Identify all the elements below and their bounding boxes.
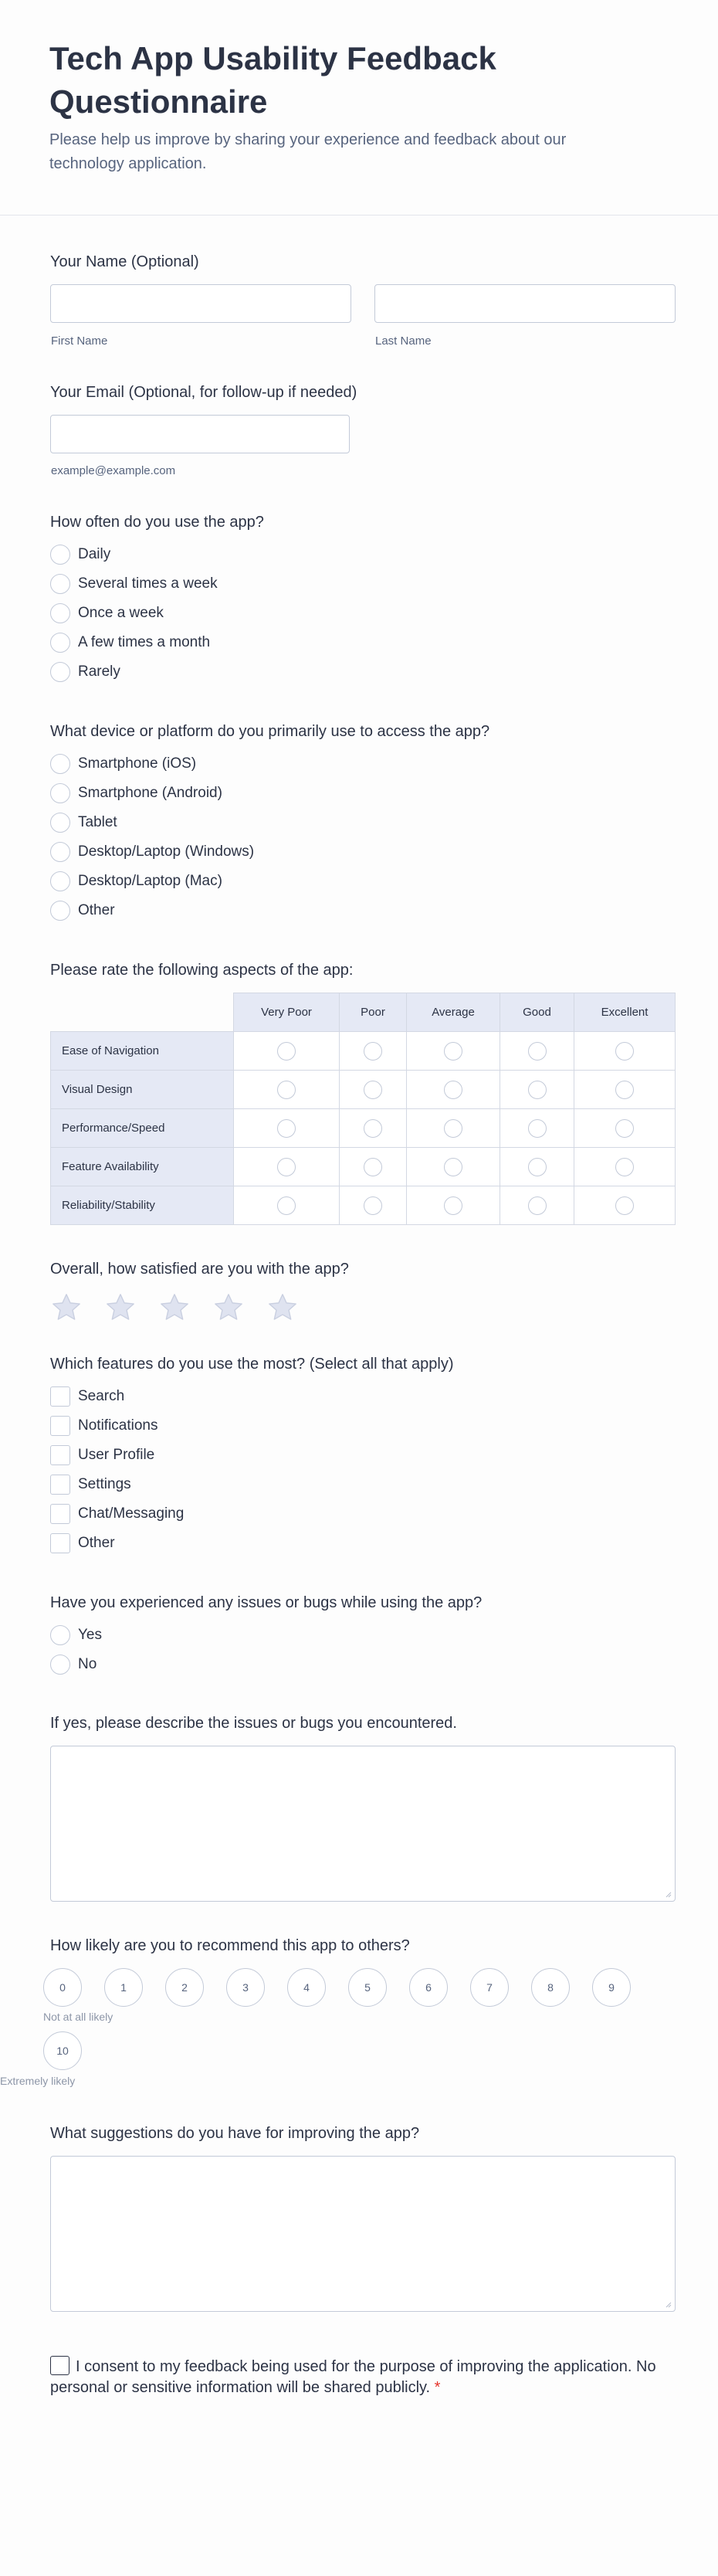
device-option[interactable] [50, 900, 115, 921]
feature-option[interactable] [50, 1474, 131, 1495]
frequency-option[interactable] [50, 573, 218, 595]
scale-option-2[interactable]: 2 [165, 1968, 204, 2007]
scale-option-9[interactable]: 9 [592, 1968, 631, 2007]
matrix-radio[interactable] [277, 1042, 296, 1061]
frequency-option[interactable] [50, 544, 110, 565]
matrix-radio[interactable] [444, 1196, 462, 1215]
option-label: Chat/Messaging [78, 1505, 185, 1522]
features-question-label: Which features do you use the most? (Select all that apply) [50, 1356, 454, 1373]
form-subtitle: Please help us improve by sharing your experience and feedback about our technology application. [49, 131, 567, 172]
matrix-radio[interactable] [444, 1119, 462, 1138]
option-label: Smartphone (Android) [78, 785, 222, 801]
scale-high-caption: Extremely likely [0, 2075, 76, 2087]
matrix-column-header: Average [407, 993, 500, 1032]
matrix-radio[interactable] [615, 1042, 634, 1061]
option-label: Tablet [78, 814, 117, 830]
star-icon[interactable] [266, 1291, 299, 1324]
device-section [50, 721, 676, 930]
last-name-sublabel: Last Name [375, 334, 432, 348]
matrix-row-label: Ease of Navigation [51, 1032, 234, 1071]
form-title: Tech App Usability Feedback Questionnaire [49, 40, 496, 120]
name-question-label: Your Name (Optional) [50, 253, 199, 270]
device-option[interactable] [50, 753, 196, 775]
checkbox[interactable] [50, 1445, 70, 1465]
matrix-radio[interactable] [277, 1158, 296, 1176]
matrix-radio[interactable] [528, 1081, 547, 1099]
consent-section [50, 2356, 676, 2402]
star-rating [50, 1291, 320, 1324]
checkbox[interactable] [50, 1533, 70, 1553]
matrix-row [51, 1109, 676, 1148]
first-name-sublabel: First Name [51, 334, 108, 348]
checkbox[interactable] [50, 1475, 70, 1495]
matrix-row [51, 1186, 676, 1225]
issues-describe-section [50, 1713, 676, 1906]
radio-button[interactable] [50, 754, 70, 774]
checkbox[interactable] [50, 1416, 70, 1436]
recommend-section [50, 1936, 676, 2090]
matrix-radio[interactable] [364, 1081, 382, 1099]
matrix-radio[interactable] [528, 1158, 547, 1176]
matrix-radio[interactable] [277, 1081, 296, 1099]
option-label: Rarely [78, 664, 120, 680]
radio-button[interactable] [50, 1655, 70, 1675]
matrix-radio[interactable] [444, 1042, 462, 1061]
rating-question-label: Please rate the following aspects of the app: [50, 962, 354, 979]
required-marker: * [434, 2379, 441, 2396]
issues-option[interactable] [50, 1654, 97, 1675]
first-name-input[interactable] [50, 284, 351, 323]
satisfaction-section [50, 1259, 676, 1329]
consent-text: I consent to my feedback being used for the purpose of improving the application. No personal or sensitive information will be shared publicly. [50, 2358, 656, 2396]
option-label: User Profile [78, 1447, 155, 1463]
matrix-corner [51, 993, 234, 1032]
feature-option[interactable] [50, 1415, 158, 1437]
matrix-radio[interactable] [528, 1042, 547, 1061]
matrix-row-label: Performance/Speed [51, 1109, 234, 1148]
device-option[interactable] [50, 782, 222, 804]
feature-option[interactable] [50, 1503, 184, 1525]
option-label: Desktop/Laptop (Windows) [78, 843, 255, 860]
option-label: Notifications [78, 1417, 158, 1434]
device-option[interactable] [50, 812, 117, 833]
matrix-radio[interactable] [364, 1042, 382, 1061]
form-header [0, 0, 718, 216]
scale-option-3[interactable]: 3 [226, 1968, 265, 2007]
issues-option[interactable] [50, 1624, 102, 1646]
option-label: Settings [78, 1476, 131, 1492]
email-hint: example@example.com [51, 464, 176, 477]
matrix-radio[interactable] [277, 1196, 296, 1215]
suggestions-textarea[interactable] [50, 2156, 676, 2312]
matrix-radio[interactable] [444, 1158, 462, 1176]
scale-option-5[interactable]: 5 [348, 1968, 387, 2007]
matrix-row [51, 1032, 676, 1071]
features-section [50, 1354, 676, 1563]
radio-button[interactable] [50, 871, 70, 891]
matrix-radio[interactable] [615, 1158, 634, 1176]
resize-handle-icon[interactable] [664, 2300, 672, 2308]
feature-option[interactable] [50, 1386, 124, 1407]
frequency-option[interactable] [50, 661, 120, 683]
matrix-row-label: Reliability/Stability [51, 1186, 234, 1225]
star-icon[interactable] [50, 1291, 83, 1324]
checkbox[interactable] [50, 1386, 70, 1407]
matrix-column-header: Good [500, 993, 574, 1032]
radio-button[interactable] [50, 633, 70, 653]
matrix-radio[interactable] [615, 1081, 634, 1099]
radio-button[interactable] [50, 813, 70, 833]
issues-question-label: Have you experienced any issues or bugs while using the app? [50, 1594, 483, 1611]
issues-describe-label: If yes, please describe the issues or bugs you encountered. [50, 1715, 457, 1732]
feature-option[interactable] [50, 1532, 115, 1554]
star-icon[interactable] [104, 1291, 137, 1324]
option-label: Smartphone (iOS) [78, 755, 197, 772]
frequency-option[interactable] [50, 632, 210, 653]
radio-button[interactable] [50, 545, 70, 565]
matrix-radio[interactable] [364, 1158, 382, 1176]
scale-option-7[interactable]: 7 [470, 1968, 509, 2007]
email-question-label: Your Email (Optional, for follow-up if needed) [50, 384, 357, 401]
option-label: Other [78, 902, 115, 918]
option-label: Other [78, 1535, 115, 1551]
feature-option[interactable] [50, 1444, 154, 1466]
consent-checkbox[interactable] [50, 2356, 69, 2375]
matrix-radio[interactable] [277, 1119, 296, 1138]
option-label: Daily [78, 546, 111, 562]
radio-button[interactable] [50, 1625, 70, 1645]
satisfaction-question-label: Overall, how satisfied are you with the app? [50, 1261, 349, 1278]
matrix-radio[interactable] [364, 1196, 382, 1215]
checkbox[interactable] [50, 1504, 70, 1524]
email-input[interactable] [50, 415, 350, 453]
device-option[interactable] [50, 841, 254, 863]
option-label: Several times a week [78, 575, 218, 592]
issues-describe-textarea[interactable] [50, 1746, 676, 1902]
email-section [50, 382, 676, 483]
matrix-column-header: Excellent [574, 993, 676, 1032]
matrix-radio[interactable] [615, 1119, 634, 1138]
option-label: No [78, 1656, 97, 1672]
radio-button[interactable] [50, 901, 70, 921]
scale-option-6[interactable]: 6 [409, 1968, 448, 2007]
option-label: Search [78, 1388, 125, 1404]
matrix-radio[interactable] [528, 1196, 547, 1215]
last-name-input[interactable] [374, 284, 676, 323]
star-icon[interactable] [212, 1291, 245, 1324]
radio-button[interactable] [50, 574, 70, 594]
star-icon[interactable] [158, 1291, 191, 1324]
scale-option-4[interactable]: 4 [287, 1968, 326, 2007]
name-section [50, 252, 676, 352]
radio-button[interactable] [50, 783, 70, 803]
radio-button[interactable] [50, 662, 70, 682]
issues-section [50, 1593, 676, 1685]
matrix-radio[interactable] [364, 1119, 382, 1138]
rating-section [50, 960, 676, 1227]
scale-option-0[interactable]: 0 [43, 1968, 82, 2007]
frequency-section [50, 512, 676, 690]
matrix-column-header: Poor [340, 993, 407, 1032]
suggestions-question-label: What suggestions do you have for improving the app? [50, 2125, 420, 2142]
matrix-row-label: Feature Availability [51, 1148, 234, 1186]
recommend-question-label: How likely are you to recommend this app to others? [50, 1937, 410, 1954]
matrix-column-header: Very Poor [234, 993, 340, 1032]
device-question-label: What device or platform do you primarily use to access the app? [50, 723, 490, 740]
option-label: Desktop/Laptop (Mac) [78, 873, 222, 889]
matrix-row-label: Visual Design [51, 1071, 234, 1109]
device-option[interactable] [50, 871, 222, 892]
option-label: A few times a month [78, 634, 211, 650]
consent-label [50, 2356, 676, 2398]
matrix-row [51, 1148, 676, 1186]
radio-button[interactable] [50, 842, 70, 862]
option-label: Once a week [78, 605, 164, 621]
scale-option-1[interactable]: 1 [104, 1968, 143, 2007]
rating-matrix [50, 993, 676, 1225]
matrix-row [51, 1071, 676, 1109]
scale-low-caption: Not at all likely [43, 2011, 113, 2023]
scale-option-10[interactable]: 10 [43, 2031, 82, 2070]
matrix-radio[interactable] [615, 1196, 634, 1215]
radio-button[interactable] [50, 603, 70, 623]
option-label: Yes [78, 1627, 102, 1643]
frequency-option[interactable] [50, 602, 164, 624]
resize-handle-icon[interactable] [664, 1890, 672, 1898]
suggestions-section [50, 2123, 676, 2316]
matrix-radio[interactable] [444, 1081, 462, 1099]
scale-option-8[interactable]: 8 [531, 1968, 570, 2007]
frequency-question-label: How often do you use the app? [50, 514, 264, 531]
matrix-radio[interactable] [528, 1119, 547, 1138]
